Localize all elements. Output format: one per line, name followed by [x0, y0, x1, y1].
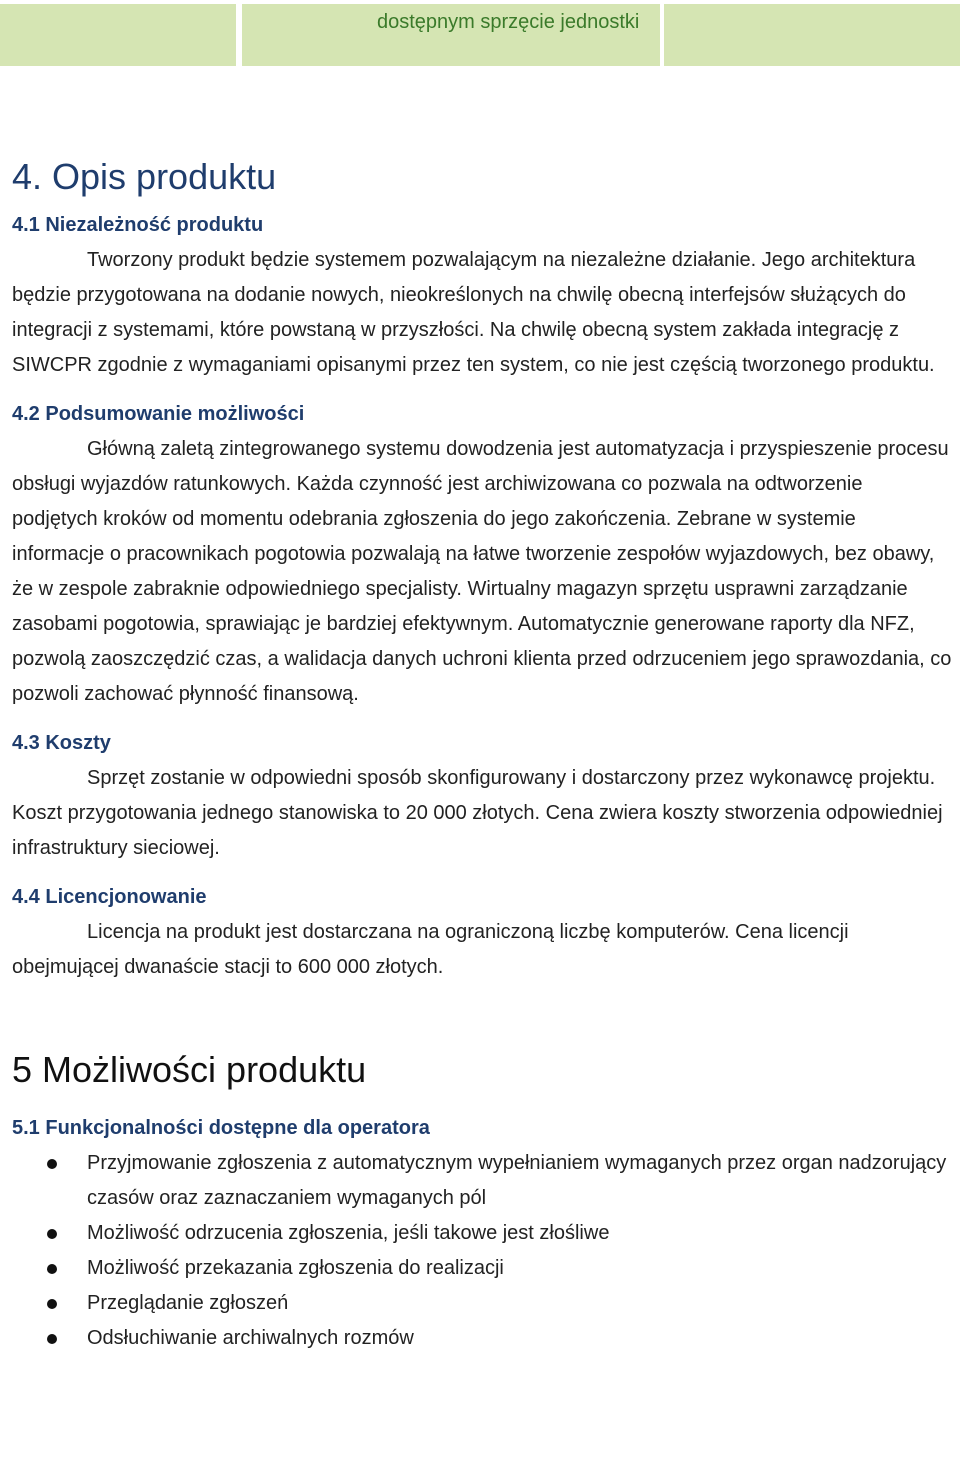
- section-4-2-text: Główną zaletą zintegrowanego systemu dowodzenia jest automatyzacja i przyspieszenie procesu obsługi wyjazdów ratunkowych. Każda czynność jest archiwizowana co pozwala na odtworzenie podjętych kroków od momentu odebrania zgłoszenia do jego zakończenia. Zebrane w systemie informacje o pracownikach pogotowia pozwalają na łatwe tworzenie zespołów wyjazdowych, bez obawy, że w zespole zabraknie odpowiedniego specjalisty. Wirtualny magazyn sprzętu usprawni zarządzanie zasobami pogotowia, sprawiając je bardziej efektywnym. Automatycznie generowane raporty dla NFZ, pozwolą zaoszczędzić czas, a walidacja danych uchroni klienta przed odrzuceniem jego sprawozdania, co pozwoli zachować płynność finansową.: [12, 438, 952, 705]
- list-item-text: Możliwość odrzucenia zgłoszenia, jeśli takowe jest złośliwe: [87, 1222, 610, 1244]
- section-4-1-heading: 4.1 Niezależność produktu: [12, 214, 264, 236]
- list-item: [12, 1216, 952, 1251]
- list-item: [12, 1321, 952, 1356]
- section-4-4-heading: 4.4 Licencjonowanie: [12, 886, 207, 908]
- list-item-text: Odsłuchiwanie archiwalnych rozmów: [87, 1327, 414, 1349]
- list-item: [12, 1146, 952, 1216]
- list-item-text: Możliwość przekazania zgłoszenia do realizacji: [87, 1257, 504, 1279]
- section-5-1-heading: 5.1 Funkcjonalności dostępne dla operatora: [12, 1117, 430, 1139]
- section-4-4-text: Licencja na produkt jest dostarczana na ograniczoną liczbę komputerów. Cena licencji obejmującej dwanaście stacji to 600 000 złotych.: [12, 921, 849, 978]
- section-4-1-text: Tworzony produkt będzie systemem pozwalającym na niezależne działanie. Jego architektura będzie przygotowana na dodanie nowych, nieokreślonych na chwilę obecną interfejsów służących do integracji z systemami, które powstaną w przyszłości. Na chwilę obecną system zakłada integrację z SIWCPR zgodnie z wymaganiami opisanymi przez ten system, co nie jest częścią tworzonego produktu.: [12, 249, 935, 376]
- header-cell: [0, 4, 236, 66]
- section-4-heading: 4. Opis produktu: [12, 156, 277, 197]
- list-item-text: Przeglądanie zgłoszeń: [87, 1292, 289, 1314]
- section-4-3-paragraph: [12, 761, 952, 866]
- bullet-icon: [47, 1264, 57, 1274]
- header-cell: [664, 4, 960, 66]
- header-table-row: [0, 4, 960, 66]
- section-4-3-text: Sprzęt zostanie w odpowiedni sposób skonfigurowany i dostarczony przez wykonawcę projektu. Koszt przygotowania jednego stanowiska to 20 000 złotych. Cena zwiera koszty stworzenia odpowiedniej infrastruktury sieciowej.: [12, 767, 943, 859]
- operator-features-list: [12, 1146, 952, 1356]
- bullet-icon: [47, 1334, 57, 1344]
- bullet-icon: [47, 1299, 57, 1309]
- list-item-text: Przyjmowanie zgłoszenia z automatycznym wypełnianiem wymaganych przez organ nadzorujący czasów oraz zaznaczaniem wymaganych pól: [87, 1152, 947, 1209]
- document-body: [12, 150, 952, 1356]
- bullet-icon: [47, 1229, 57, 1239]
- section-4-1-paragraph: [12, 243, 952, 383]
- section-4-4-paragraph: [12, 915, 952, 985]
- list-item: [12, 1286, 952, 1321]
- section-4-2-heading: 4.2 Podsumowanie możliwości: [12, 403, 305, 425]
- header-cell-text: dostępnym sprzęcie jednostki: [377, 11, 640, 33]
- bullet-icon: [47, 1159, 57, 1169]
- list-item: [12, 1251, 952, 1286]
- section-4-3-heading: 4.3 Koszty: [12, 732, 111, 754]
- section-4-2-paragraph: [12, 432, 952, 712]
- section-5-heading: 5 Możliwości produktu: [12, 1049, 367, 1090]
